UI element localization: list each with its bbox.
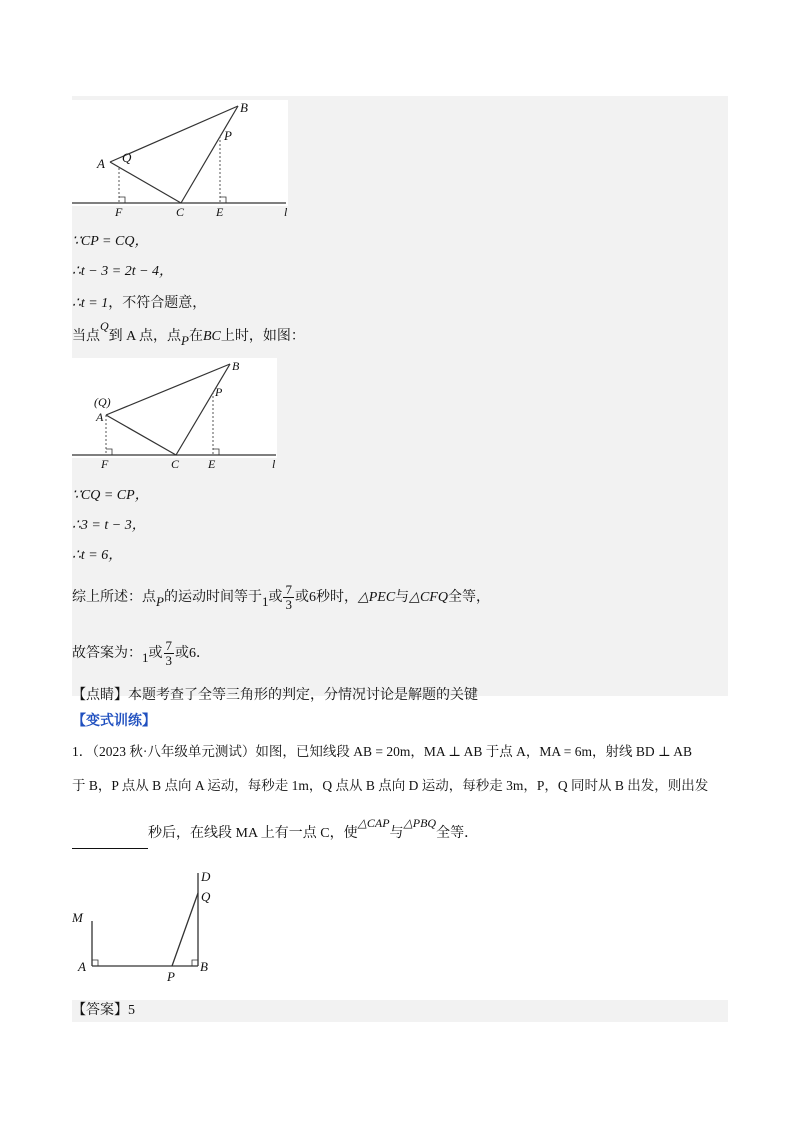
line-9-frac-den: 3 <box>165 653 172 669</box>
line-8-fraction <box>283 583 294 612</box>
line-1: ∵CP = CQ， <box>72 234 149 249</box>
line-4-a: 当点 <box>72 329 100 344</box>
line-3 <box>72 294 206 314</box>
fig3-label-p: P <box>167 969 175 984</box>
fig2-label-q: (Q) <box>94 395 111 409</box>
line-8-or1: 或 <box>268 590 283 605</box>
fig2-label-f: F <box>101 457 109 471</box>
fig1-label-f: F <box>115 205 123 219</box>
fig1-label-q: Q <box>122 150 132 165</box>
figure-1 <box>72 100 292 220</box>
fig2-label-a: A <box>96 410 104 424</box>
line-9-end: ． <box>196 646 210 661</box>
line-8-or2: 或 <box>294 590 309 605</box>
line-7: ∴t = 6， <box>72 548 123 563</box>
fig2-label-c: C <box>171 457 180 471</box>
line-4-c: 到 A 点，点 <box>108 329 182 344</box>
line-3-text: ，不符合题意， <box>108 296 207 311</box>
question-3-end: 全等． <box>436 826 479 841</box>
fig3-label-b: B <box>200 959 208 974</box>
variant-heading: 【变式训练】 <box>72 714 156 729</box>
line-8-and: 与 <box>395 590 410 605</box>
question-3-a: 秒后，在线段 MA 上有一点 C，使 <box>148 826 358 841</box>
answer-blank <box>72 834 148 849</box>
fig3-label-m: M <box>72 910 83 925</box>
line-4-e: 在 <box>188 329 203 344</box>
line-8-pec: △PEC <box>357 590 396 605</box>
fig2-label-e: E <box>208 457 216 471</box>
line-9-six: 6 <box>189 646 196 661</box>
line-8-frac-den: 3 <box>285 597 292 613</box>
line-8-p: P <box>156 594 164 609</box>
line-4-g: 上时，如图： <box>220 329 305 344</box>
fig3-label-d: D <box>201 869 211 884</box>
fig2-label-l: l <box>272 457 276 471</box>
line-8-one: 1 <box>261 594 269 609</box>
line-9-a: 故答案为： <box>72 646 142 661</box>
line-9-frac-num: 7 <box>165 638 172 654</box>
question-line-1: 1．（2023 秋·八年级单元测试）如图，已知线段 AB = 20m，MA ⊥ AB 于点 A，MA = 6m，射线 BD ⊥ AB <box>72 744 693 759</box>
answer-line: 【答案】5 <box>72 1003 135 1018</box>
comment-line: 【点睛】本题考查了全等三角形的判定，分情况讨论是解题的关键 <box>72 688 478 703</box>
question-3-pbq: △PBQ <box>403 816 437 830</box>
line-8-cfq: △CFQ <box>409 590 448 605</box>
line-5: ∵CQ = CP， <box>72 488 149 503</box>
fig1-label-p: P <box>224 128 232 143</box>
line-8-m: 全等， <box>447 590 490 605</box>
line-4-q: Q <box>100 319 109 333</box>
line-4-bc: BC <box>202 329 221 344</box>
line-6: ∴3 = t − 3， <box>72 518 146 533</box>
fig2-label-p: P <box>215 385 223 399</box>
line-4 <box>72 319 305 348</box>
question-3-cap: △CAP <box>357 816 390 830</box>
line-9 <box>72 636 210 671</box>
fig3-label-q: Q <box>201 889 211 904</box>
line-2: ∴t − 3 = 2t − 4， <box>72 264 174 279</box>
fig1-label-l: l <box>284 205 288 219</box>
question-line-3 <box>72 818 478 849</box>
line-4-p: P <box>181 333 189 348</box>
line-8-sec: 秒时， <box>315 590 358 605</box>
line-9-one: 1 <box>142 650 149 665</box>
fig1-label-e: E <box>216 205 224 219</box>
line-9-or2: 或 <box>175 646 189 661</box>
line-9-or1: 或 <box>148 646 163 661</box>
question-3-and: 与 <box>389 826 404 841</box>
question-line-2: 于 B，P 点从 B 点向 A 运动，每秒走 1m，Q 点从 B 点向 D 运动，每秒走 3m，P，Q 同时从 B 出发，则出发 <box>72 778 709 793</box>
line-8 <box>72 580 490 615</box>
line-3-math: ∴t = 1 <box>72 296 109 311</box>
figure-2 <box>72 358 282 473</box>
fig1-label-a: A <box>97 156 105 171</box>
fig3-label-a: A <box>78 959 86 974</box>
line-9-fraction <box>164 639 175 668</box>
gray-band-answer <box>72 1000 728 1022</box>
line-8-six: 6 <box>308 590 316 605</box>
fig1-label-b: B <box>240 100 248 115</box>
figure-3 <box>72 865 232 990</box>
line-8-frac-num: 7 <box>285 582 292 598</box>
fig2-label-b: B <box>232 359 240 373</box>
line-8-a: 综上所述：点 <box>72 590 156 605</box>
fig1-label-c: C <box>176 205 185 219</box>
line-8-c: 的运动时间等于 <box>163 590 262 605</box>
